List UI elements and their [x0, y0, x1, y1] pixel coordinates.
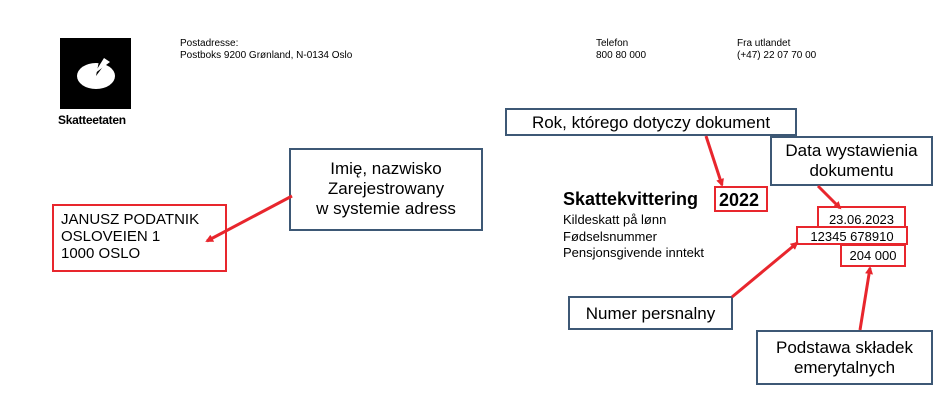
callout-name-address-line-2: Zarejestrowany — [327, 179, 445, 198]
abroad-phone-label: Fra utlandet — [737, 38, 791, 49]
arrow-year — [706, 136, 722, 185]
callout-name-address-line-3: w systemie adress — [316, 199, 456, 218]
logo-emblem-icon — [60, 38, 131, 109]
postal-address-value: Postboks 9200 Grønland, N-0134 Oslo — [180, 50, 353, 61]
recipient-city: 1000 OSLO — [61, 245, 141, 262]
recipient-street: OSLOVEIEN 1 — [61, 228, 161, 245]
skatteetaten-logo — [60, 38, 131, 109]
recipient-address-box — [52, 204, 227, 272]
phone-label: Telefon — [596, 38, 629, 49]
callout-issue-date — [770, 136, 933, 186]
callout-issue-date-line-1: Data wystawienia — [785, 141, 918, 160]
row-label-birth-number: Fødselsnummer — [563, 229, 657, 244]
birth-number-value: 12345 678910 — [796, 226, 908, 245]
receipt-year: 2022 — [714, 186, 768, 212]
callout-year: Rok, którego dotyczy dokument — [505, 108, 797, 136]
callout-pension-base-line-1: Podstawa składek — [775, 338, 914, 357]
callout-pension-base — [756, 330, 933, 385]
logo-text: Skatteetaten — [58, 113, 126, 127]
callout-issue-date-line-2: dokumentu — [809, 161, 894, 180]
postal-address-label: Postadresse: — [180, 38, 239, 49]
arrow-pension-base — [860, 268, 870, 330]
callout-pension-base-line-2: emerytalnych — [793, 358, 896, 377]
issue-date-value: 23.06.2023 — [817, 206, 906, 227]
pension-income-value: 204 000 — [840, 244, 906, 267]
row-label-withholding-tax: Kildeskatt på lønn — [563, 212, 667, 227]
callout-name-address — [289, 148, 483, 231]
row-label-pension-income: Pensjonsgivende inntekt — [563, 245, 704, 260]
arrow-personal-number — [732, 243, 797, 297]
receipt-title: Skattekvittering — [563, 189, 699, 209]
phone-value: 800 80 000 — [596, 50, 647, 61]
callout-name-address-line-1: Imię, nazwisko — [330, 159, 442, 178]
abroad-phone-value: (+47) 22 07 70 00 — [737, 50, 817, 61]
callout-personal-number: Numer persnalny — [568, 296, 733, 330]
recipient-name: JANUSZ PODATNIK — [61, 211, 200, 228]
arrow-issue-date — [818, 186, 840, 208]
